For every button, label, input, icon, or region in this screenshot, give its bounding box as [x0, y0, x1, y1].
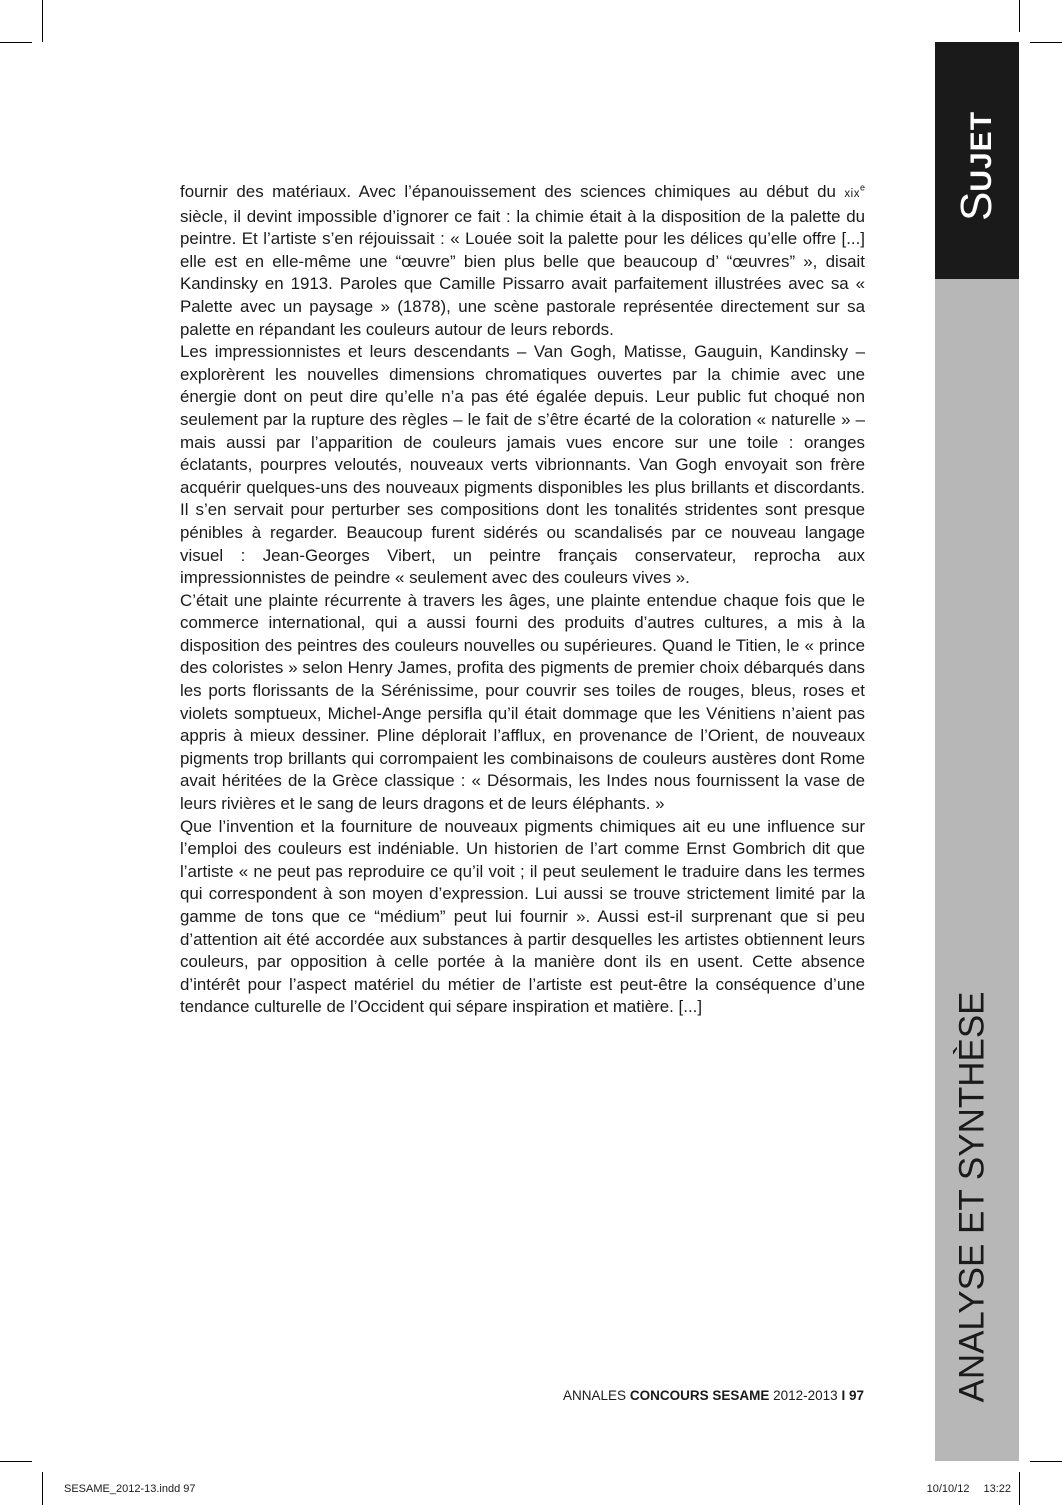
slug-filename: SESAME_2012-13.indd 97	[64, 1483, 196, 1495]
page-number: 97	[848, 1388, 864, 1403]
footer-separator: I	[841, 1388, 846, 1403]
crop-mark	[1030, 1461, 1062, 1462]
crop-mark	[1019, 0, 1020, 32]
section-initial: S	[952, 191, 1001, 222]
crop-mark	[42, 1472, 43, 1505]
slug-time: 13:22	[983, 1483, 1011, 1495]
footer-concours: CONCOURS SESAME	[629, 1388, 770, 1403]
crop-mark	[0, 1461, 32, 1462]
slug-date: 10/10/12	[926, 1483, 970, 1495]
crop-mark	[0, 42, 32, 43]
paragraph-1: fournir des matériaux. Avec l’épanouissement des sciences chimiques au début du xix$^e$ siècle, il devint impossible d’ignorer ce fait : la chimie était à la disposition de la palette du peintre. Et l’artiste s’en réjouissait : « Louée soit la palette pour les délices qu’elle offre [...] elle est en elle-même une “œuvre” bien plus belle que beaucoup d’ “œuvres” », disait Kandinsky en 1913. Paroles que Camille Pissarro avait parfaitement illustrées avec sa « Palette avec un paysage » (1878), une scène pastorale représentée directement sur sa palette en répandant les couleurs autour de leurs rebords.	[180, 182, 865, 339]
paragraph-2: Les impressionnistes et leurs descendants – Van Gogh, Matisse, Gauguin, Kandinsky – explorèrent les nouvelles dimensions chromatiques ouvertes par la chimie avec une énergie dont on peut dire qu’elle n’a pas été égalée depuis. Leur public fut choqué non seulement par la rupture des règles – le fait de s’être écarté de la coloration « naturelle » – mais aussi par l’apparition de couleurs jamais vues encore sur une toile : oranges éclatants, pourpres veloutés, nouveaux verts vibrionnants. Van Gogh envoyait son frère acquérir quelques-uns des nouveaux pigments disponibles les plus brillants et discordants. Il s’en servait pour perturber ses compositions dont les tonalités stridentes sont presque pénibles à regarder. Beaucoup furent sidérés ou scandalisés par ce nouveau langage visuel : Jean-Georges Vibert, un peintre français conservateur, reprocha aux impressionnistes de peindre « seulement avec des couleurs vives ».	[180, 342, 865, 588]
century-superscript: e	[859, 182, 865, 193]
footer-annales: ANNALES	[563, 1388, 627, 1403]
article-body	[180, 181, 865, 1019]
paragraph-4: Que l’invention et la fourniture de nouveaux pigments chimiques ait eu une influence sur l’emploi des couleurs est indéniable. Un historien de l’art comme Ernst Gombrich dit que l’artiste « ne peut pas reproduire ce qu’il voit ; il peut seulement le traduire dans les termes qui correspondent à son moyen d’expression. Lui aussi se trouve strictement limité par la gamme de tons que ce “médium” peut lui fournir ». Aussi est-il surprenant que si peu d’attention ait été accordée aux substances à partir desquelles les artistes obtiennent leurs couleurs, par opposition à celle portée à la manière dont ils en usent. Cette absence d’intérêt pour l’aspect matériel du métier de l’artiste est peut-être la conséquence d’une tendance culturelle de l’Occident qui sépare inspiration et matière. [...]	[180, 816, 865, 1017]
century-numeral: xix	[844, 188, 860, 200]
crop-mark	[42, 0, 43, 42]
footer-years: 2012-2013	[773, 1388, 838, 1403]
crop-mark	[1030, 42, 1062, 43]
crop-mark	[1019, 1472, 1020, 1505]
chapter-title: ANALYSE ET SYNTHÈSE	[952, 991, 992, 1403]
page-footer	[563, 1388, 864, 1403]
slug-datetime	[913, 1483, 1011, 1495]
section-label	[952, 110, 1001, 222]
paragraph-3: C’était une plainte récurrente à travers les âges, une plainte entendue chaque fois que le commerce international, qui a aussi fourni des produits d’autres cultures, a mis à la disposition des peintres des couleurs nouvelles ou supérieures. Quand le Titien, le « prince des coloristes » selon Henry James, profita des pigments de premier choix débarqués dans les ports florissants de la Sérénissime, pour couvrir ses toiles de rouges, bleus, roses et violets somptueux, Michel-Ange persifla qu’il était dommage que les Vénitiens n’aient pas appris à mieux dessiner. Pline déplorait l’afflux, en provenance de l’Orient, de nouveaux pigments trop brillants qui corrompaient les combinaisons de couleurs austères dont Rome avait héritées de la Grèce classique : « Désormais, les Indes nous fournissent la vase de leurs rivières et le sang de leurs dragons et de leurs éléphants. »	[180, 590, 865, 814]
section-rest: UJET	[965, 110, 998, 192]
